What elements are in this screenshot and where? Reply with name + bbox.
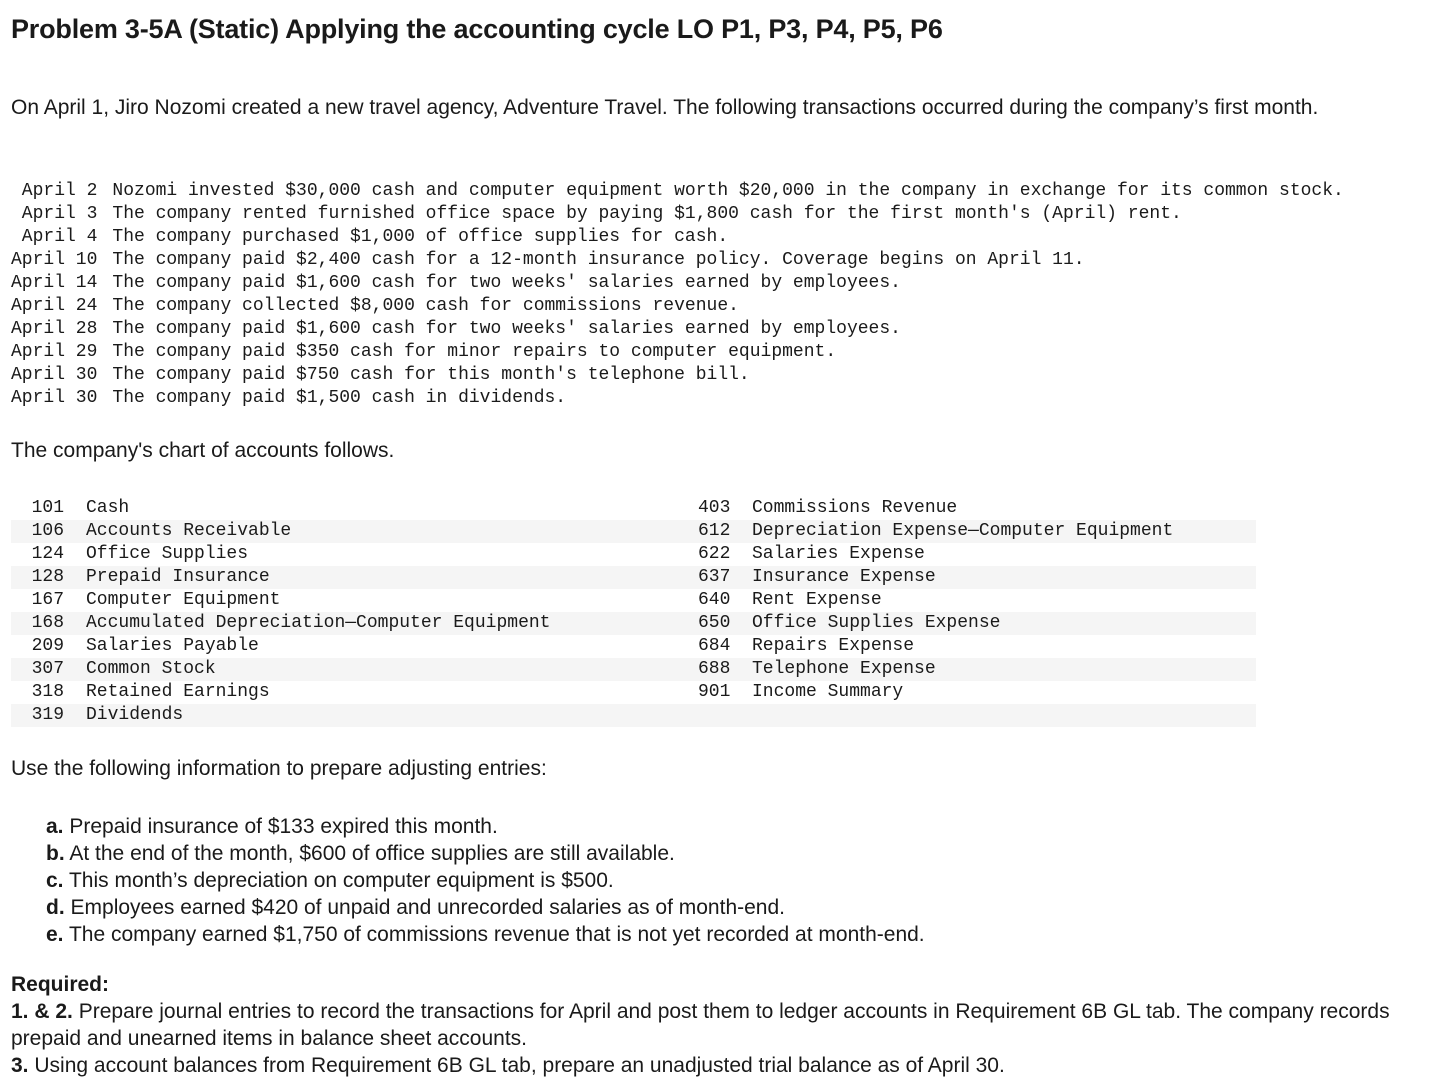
account-name: Depreciation Expense—Computer Equipment <box>730 520 1256 543</box>
account-number: 124 <box>31 544 64 564</box>
account-number: 106 <box>11 520 64 543</box>
account-number: 612 <box>698 521 731 541</box>
account-number: 209 <box>31 636 64 656</box>
adjustment-label: a. <box>46 815 64 838</box>
account-name: Office Supplies <box>86 544 249 564</box>
account-name: Office Supplies Expense <box>730 612 1256 635</box>
account-name: Salaries Payable <box>86 636 259 656</box>
account-name: Dividends <box>64 704 698 727</box>
adjustment-item <box>46 894 925 921</box>
transaction-text: The company paid $2,400 cash for a 12-month insurance policy. Coverage begins on April 11. <box>112 250 1085 270</box>
transaction-text: Nozomi invested $30,000 cash and computer equipment worth $20,000 in the company in exchange for its common stock. <box>112 181 1344 201</box>
transaction-text: The company collected $8,000 cash for commissions revenue. <box>112 296 739 316</box>
account-name: Salaries Expense <box>752 544 925 564</box>
account-number: 101 <box>31 498 64 518</box>
account-number: 650 <box>698 613 731 633</box>
account-number: 167 <box>31 590 64 610</box>
page-title: Problem 3-5A (Static) Applying the accounting cycle LO P1, P3, P4, P5, P6 <box>11 14 943 44</box>
account-number: 307 <box>11 658 64 681</box>
transaction-date: April 3 <box>21 204 98 224</box>
required-item-text: Using account balances from Requirement 6B GL tab, prepare an unadjusted trial balance as of April 30. <box>34 1054 1005 1077</box>
transaction-row <box>11 318 1344 341</box>
transaction-text: The company purchased $1,000 of office supplies for cash. <box>112 227 729 247</box>
account-row <box>11 566 1256 589</box>
required-section <box>11 971 1416 1079</box>
account-number: 168 <box>11 612 64 635</box>
adjustment-label: c. <box>46 869 64 892</box>
account-name: Insurance Expense <box>730 566 1256 589</box>
account-name: Common Stock <box>64 658 698 681</box>
adjustment-label: e. <box>46 923 64 946</box>
chart-of-accounts-intro: The company's chart of accounts follows. <box>11 439 395 462</box>
adjustment-text: At the end of the month, $600 of office supplies are still available. <box>69 842 675 865</box>
adjustment-text: The company earned $1,750 of commissions revenue that is not yet recorded at month-end. <box>68 923 925 946</box>
adjustment-item <box>46 840 925 867</box>
adjustment-item <box>46 867 925 894</box>
account-number: 637 <box>698 567 731 587</box>
transaction-row <box>11 341 1344 364</box>
account-name: Income Summary <box>752 682 904 702</box>
account-row <box>11 612 1256 635</box>
account-name: Rent Expense <box>752 590 882 610</box>
account-row <box>11 658 1256 681</box>
transaction-date: April 14 <box>11 273 98 293</box>
required-item-label: 3. <box>11 1054 29 1077</box>
account-row <box>11 635 1256 658</box>
transaction-date: April 30 <box>11 388 98 408</box>
account-name: Telephone Expense <box>730 658 1256 681</box>
account-row <box>11 520 1256 543</box>
transaction-row <box>11 203 1344 226</box>
account-row <box>11 681 1256 704</box>
required-item <box>11 998 1416 1052</box>
transaction-row <box>11 226 1344 249</box>
adjustment-text: This month’s depreciation on computer equipment is $500. <box>68 869 614 892</box>
transaction-date: April 2 <box>21 181 98 201</box>
adjustments-list <box>46 813 925 948</box>
adjustment-item <box>46 813 925 840</box>
transaction-row <box>11 295 1344 318</box>
transaction-date: April 28 <box>11 319 98 339</box>
transaction-text: The company paid $1,600 cash for two weeks' salaries earned by employees. <box>112 273 901 293</box>
account-name: Accumulated Depreciation—Computer Equipment <box>64 612 698 635</box>
account-row <box>11 589 1256 612</box>
account-name: Accounts Receivable <box>64 520 698 543</box>
account-number: 319 <box>11 704 64 727</box>
adjustment-item <box>46 921 925 948</box>
account-name: Cash <box>86 498 130 518</box>
account-row <box>11 543 1256 566</box>
required-item-text: Prepare journal entries to record the transactions for April and post them to ledger accounts in Requirement 6B GL tab. The company records prepaid and unearned items in balance sheet accounts. <box>11 1000 1390 1050</box>
transaction-date: April 4 <box>21 227 98 247</box>
transaction-row <box>11 364 1344 387</box>
transaction-row <box>11 249 1344 272</box>
transaction-text: The company paid $1,600 cash for two weeks' salaries earned by employees. <box>112 319 901 339</box>
transaction-text: The company paid $350 cash for minor repairs to computer equipment. <box>112 342 837 362</box>
account-number: 688 <box>698 659 731 679</box>
account-name: Repairs Expense <box>752 636 915 656</box>
account-number: 684 <box>698 636 731 656</box>
required-item-label: 1. & 2. <box>11 1000 73 1023</box>
required-heading: Required: <box>11 973 110 996</box>
adjustment-label: b. <box>46 842 65 865</box>
transaction-date: April 24 <box>11 296 98 316</box>
intro-paragraph: On April 1, Jiro Nozomi created a new travel agency, Adventure Travel. The following transactions occurred during the company’s first month. <box>11 96 1319 119</box>
account-name: Computer Equipment <box>86 590 281 610</box>
adjustment-label: d. <box>46 896 65 919</box>
required-item <box>11 1052 1416 1079</box>
chart-of-accounts-table <box>11 497 1256 727</box>
account-number: 403 <box>698 498 731 518</box>
account-number <box>698 704 730 727</box>
transaction-text: The company paid $1,500 cash in dividends. <box>112 388 567 408</box>
transaction-row <box>11 272 1344 295</box>
account-number: 622 <box>698 544 731 564</box>
transaction-row <box>11 387 1344 410</box>
account-number: 318 <box>31 682 64 702</box>
account-row <box>11 497 1256 520</box>
adjustment-text: Prepaid insurance of $133 expired this month. <box>69 815 498 838</box>
transaction-text: The company rented furnished office space by paying $1,800 cash for the first month's (April) rent. <box>112 204 1182 224</box>
account-row <box>11 704 1256 727</box>
transaction-date: April 30 <box>11 365 98 385</box>
account-number: 640 <box>698 590 731 610</box>
account-number: 128 <box>11 566 64 589</box>
transaction-text: The company paid $750 cash for this month's telephone bill. <box>112 365 750 385</box>
transactions-table <box>11 180 1344 410</box>
transaction-row <box>11 180 1344 203</box>
transaction-date: April 29 <box>11 342 98 362</box>
transaction-date: April 10 <box>11 250 98 270</box>
adjustment-text: Employees earned $420 of unpaid and unrecorded salaries as of month-end. <box>70 896 785 919</box>
account-number: 901 <box>698 682 731 702</box>
account-name: Retained Earnings <box>86 682 270 702</box>
adjusting-entries-intro: Use the following information to prepare adjusting entries: <box>11 757 547 780</box>
account-name: Prepaid Insurance <box>64 566 698 589</box>
account-name: Commissions Revenue <box>752 498 958 518</box>
account-name <box>730 704 1256 727</box>
